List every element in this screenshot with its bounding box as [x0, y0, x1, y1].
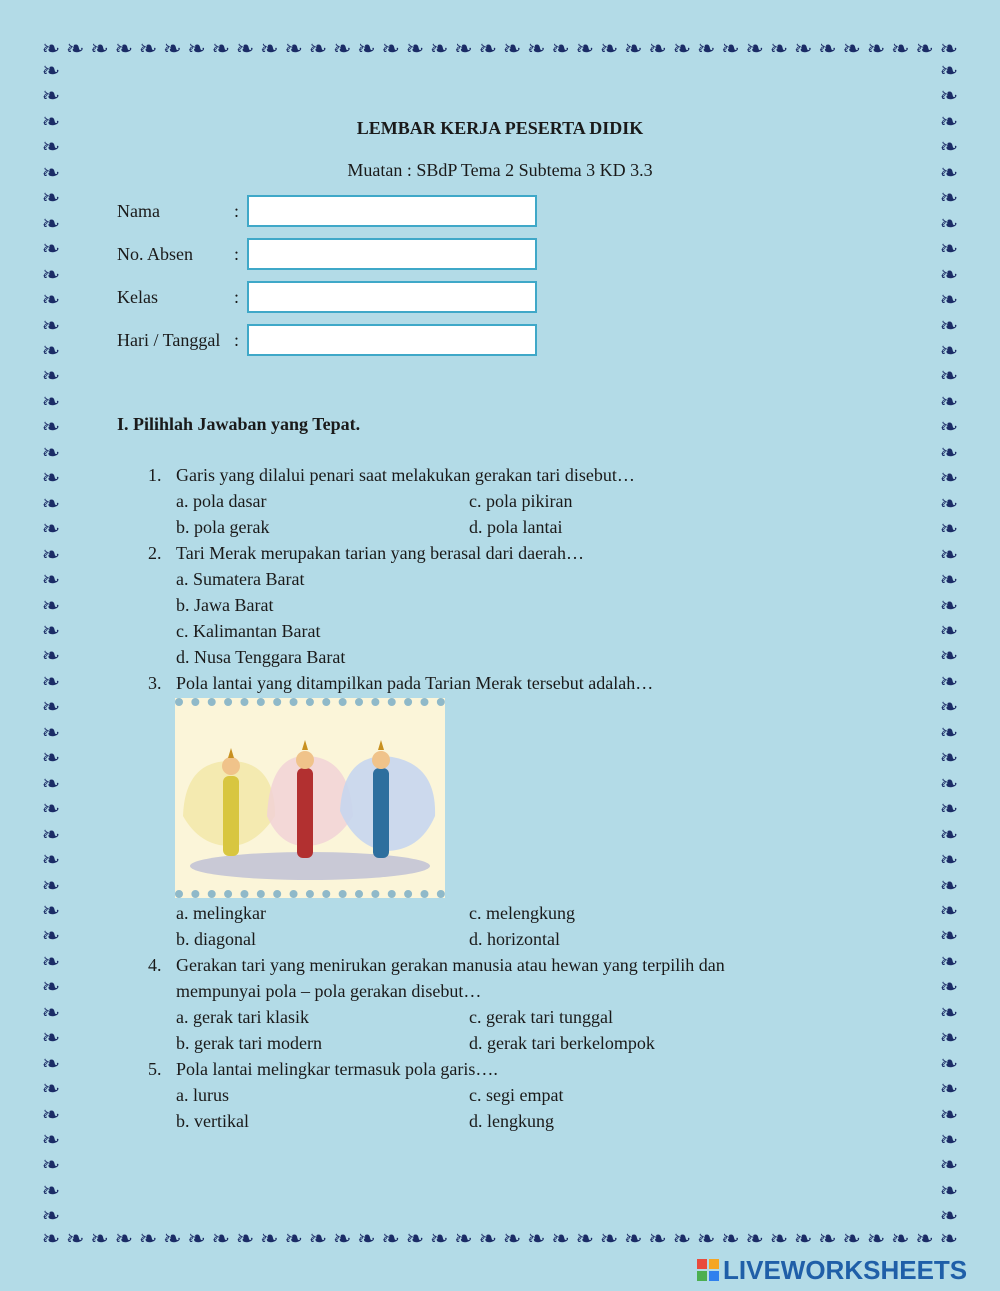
section-heading: I. Pilihlah Jawaban yang Tepat.	[117, 414, 361, 434]
bird-icon: ❧	[90, 1226, 109, 1251]
question-text: Gerakan tari yang menirukan gerakan manusia atau hewan yang terpilih dan	[176, 955, 725, 975]
bird-icon: ❧	[284, 36, 303, 61]
bird-icon: ❧	[939, 363, 959, 389]
liveworksheets-logo[interactable]	[697, 1256, 967, 1284]
bird-icon: ❧	[939, 821, 959, 847]
bird-icon: ❧	[696, 36, 716, 61]
bird-icon: ❧	[41, 592, 61, 618]
bird-icon: ❧	[939, 1025, 959, 1051]
bird-icon: ❧	[939, 388, 959, 414]
bird-icon: ❧	[41, 745, 61, 771]
bird-icon: ❧	[41, 414, 61, 440]
bird-icon: ❧	[41, 999, 61, 1025]
bird-icon: ❧	[939, 1203, 959, 1229]
bird-icon: ❧	[939, 414, 959, 440]
bird-icon: ❧	[939, 1101, 959, 1127]
bird-icon: ❧	[648, 1226, 667, 1251]
absen-colon: :	[234, 244, 240, 264]
bird-icon: ❧	[939, 337, 959, 363]
kelas-colon: :	[234, 287, 240, 307]
question-text: Pola lantai yang ditampilkan pada Tarian Merak tersebut adalah…	[176, 673, 654, 693]
bird-icon: ❧	[41, 1025, 61, 1051]
option[interactable]: c. pola pikiran	[469, 491, 573, 511]
bird-icon: ❧	[502, 36, 522, 61]
bird-icon: ❧	[41, 617, 61, 643]
bird-icon: ❧	[41, 210, 61, 236]
option[interactable]: a. lurus	[176, 1085, 229, 1105]
bird-icon: ❧	[41, 796, 61, 822]
bird-icon: ❧	[939, 1050, 959, 1076]
option[interactable]: c. segi empat	[469, 1085, 564, 1105]
kelas-label: Kelas	[117, 287, 158, 307]
kelas-input[interactable]	[247, 281, 537, 313]
dancers-icon	[175, 706, 445, 890]
bird-icon: ❧	[66, 36, 85, 61]
bird-icon: ❧	[332, 1226, 352, 1251]
bird-icon: ❧	[939, 1177, 959, 1203]
bird-icon: ❧	[41, 1177, 61, 1203]
page-title: LEMBAR KERJA PESERTA DIDIK	[356, 118, 644, 138]
nama-colon: :	[234, 201, 240, 221]
bird-icon: ❧	[575, 1226, 595, 1251]
bird-icon: ❧	[41, 1152, 61, 1178]
bird-icon: ❧	[41, 465, 61, 491]
option[interactable]: b. diagonal	[176, 929, 256, 949]
bird-icon: ❧	[138, 36, 158, 61]
bird-icon: ❧	[454, 36, 473, 61]
option[interactable]: d. lengkung	[469, 1111, 554, 1131]
border-bottom	[40, 1228, 960, 1254]
bird-icon: ❧	[187, 1226, 206, 1251]
bird-icon: ❧	[939, 83, 959, 109]
bird-icon: ❧	[818, 1226, 837, 1251]
bird-icon: ❧	[41, 337, 61, 363]
bird-icon: ❧	[41, 134, 61, 160]
bird-icon: ❧	[41, 108, 61, 134]
bird-icon: ❧	[939, 134, 959, 160]
option[interactable]: a. melingkar	[176, 903, 266, 923]
bird-icon: ❧	[41, 287, 61, 313]
bird-icon: ❧	[66, 1226, 85, 1251]
bird-icon: ❧	[41, 36, 61, 61]
absen-row	[117, 238, 547, 274]
question-number: 2.	[148, 543, 162, 563]
question-number: 3.	[148, 673, 162, 693]
bird-icon: ❧	[235, 1226, 255, 1251]
bird-icon: ❧	[939, 210, 959, 236]
nama-label: Nama	[117, 201, 160, 221]
bird-icon: ❧	[939, 1226, 959, 1251]
bird-icon: ❧	[769, 1226, 789, 1251]
question-text: Tari Merak merupakan tarian yang berasal dari daerah…	[176, 543, 585, 563]
bird-icon: ❧	[891, 1226, 910, 1251]
bird-icon: ❧	[939, 516, 959, 542]
bird-icon: ❧	[163, 1226, 182, 1251]
bird-icon: ❧	[939, 567, 959, 593]
bird-icon: ❧	[866, 1226, 886, 1251]
bird-icon: ❧	[939, 439, 959, 465]
bird-icon: ❧	[866, 36, 886, 61]
bird-icon: ❧	[478, 36, 497, 61]
tanggal-label: Hari / Tanggal	[117, 330, 221, 350]
tanggal-colon: :	[234, 330, 240, 350]
bird-icon: ❧	[939, 770, 959, 796]
bird-icon: ❧	[41, 668, 61, 694]
bird-icon: ❧	[721, 36, 740, 61]
bird-icon: ❧	[769, 36, 789, 61]
bird-icon: ❧	[624, 36, 643, 61]
border-top	[40, 38, 960, 64]
bird-icon: ❧	[41, 236, 61, 262]
bird-icon: ❧	[41, 1076, 61, 1102]
bird-icon: ❧	[41, 694, 61, 720]
kelas-row	[117, 281, 547, 317]
question-number: 1.	[148, 465, 162, 485]
bird-icon: ❧	[41, 83, 61, 109]
page-subtitle: Muatan : SBdP Tema 2 Subtema 3 KD 3.3	[347, 160, 653, 180]
bird-icon: ❧	[939, 236, 959, 262]
bird-icon: ❧	[939, 923, 959, 949]
bird-icon: ❧	[41, 719, 61, 745]
nama-row	[117, 195, 547, 231]
bird-icon: ❧	[624, 1226, 643, 1251]
bird-icon: ❧	[939, 312, 959, 338]
bird-icon: ❧	[41, 261, 61, 287]
bird-icon: ❧	[551, 1226, 570, 1251]
option[interactable]: c. gerak tari tunggal	[469, 1007, 613, 1027]
question-number: 5.	[148, 1059, 162, 1079]
bird-icon: ❧	[405, 1226, 425, 1251]
bird-icon: ❧	[405, 36, 425, 61]
bird-icon: ❧	[41, 567, 61, 593]
bird-icon: ❧	[672, 36, 692, 61]
bird-icon: ❧	[648, 36, 667, 61]
bird-icon: ❧	[41, 897, 61, 923]
bird-icon: ❧	[332, 36, 352, 61]
bird-icon: ❧	[41, 872, 61, 898]
bird-icon: ❧	[575, 36, 595, 61]
bird-icon: ❧	[939, 999, 959, 1025]
bird-icon: ❧	[187, 36, 206, 61]
bird-icon: ❧	[41, 1226, 61, 1251]
bird-icon: ❧	[939, 185, 959, 211]
question-text-continued: mempunyai pola – pola gerakan disebut…	[176, 981, 482, 1001]
question-text: Garis yang dilalui penari saat melakukan gerakan tari disebut…	[176, 465, 635, 485]
bird-icon: ❧	[794, 1226, 813, 1251]
tanggal-row	[117, 324, 547, 360]
bird-icon: ❧	[211, 36, 231, 61]
option[interactable]: a. pola dasar	[176, 491, 267, 511]
bird-icon: ❧	[939, 617, 959, 643]
bird-icon: ❧	[939, 1076, 959, 1102]
question-number: 4.	[148, 955, 162, 975]
bird-icon: ❧	[114, 36, 134, 61]
option[interactable]: d. gerak tari berkelompok	[469, 1033, 655, 1053]
bird-icon: ❧	[41, 58, 61, 83]
option[interactable]: d. horizontal	[469, 929, 560, 949]
absen-input[interactable]	[247, 238, 537, 270]
bird-icon: ❧	[939, 643, 959, 669]
bird-icon: ❧	[430, 36, 449, 61]
option[interactable]: b. pola gerak	[176, 517, 270, 537]
bird-icon: ❧	[41, 516, 61, 542]
bird-icon: ❧	[284, 1226, 303, 1251]
bird-icon: ❧	[939, 872, 959, 898]
bird-icon: ❧	[41, 1127, 61, 1153]
bird-icon: ❧	[745, 36, 764, 61]
bird-icon: ❧	[357, 36, 376, 61]
bird-icon: ❧	[939, 974, 959, 1000]
bird-icon: ❧	[939, 465, 959, 491]
bird-icon: ❧	[915, 36, 934, 61]
logo-blocks-icon	[697, 1259, 719, 1281]
bird-icon: ❧	[794, 36, 813, 61]
bird-icon: ❧	[818, 36, 837, 61]
option[interactable]: d. pola lantai	[469, 517, 563, 537]
option[interactable]: b. Jawa Barat	[176, 595, 274, 615]
option[interactable]: d. Nusa Tenggara Barat	[176, 647, 346, 667]
bird-icon: ❧	[41, 1203, 61, 1229]
bird-icon: ❧	[672, 1226, 692, 1251]
bird-icon: ❧	[41, 821, 61, 847]
bird-icon: ❧	[939, 36, 959, 61]
bird-icon: ❧	[430, 1226, 449, 1251]
border-right	[938, 60, 964, 1228]
bird-icon: ❧	[939, 592, 959, 618]
bird-icon: ❧	[939, 287, 959, 313]
tanggal-input[interactable]	[247, 324, 537, 356]
bird-icon: ❧	[138, 1226, 158, 1251]
bird-icon: ❧	[41, 1101, 61, 1127]
bird-icon: ❧	[41, 847, 61, 873]
bird-icon: ❧	[939, 108, 959, 134]
bird-icon: ❧	[939, 745, 959, 771]
bird-icon: ❧	[381, 1226, 400, 1251]
bird-icon: ❧	[308, 1226, 328, 1251]
bird-icon: ❧	[235, 36, 255, 61]
bird-icon: ❧	[939, 694, 959, 720]
bird-icon: ❧	[41, 185, 61, 211]
bird-icon: ❧	[939, 719, 959, 745]
bird-icon: ❧	[891, 36, 910, 61]
option[interactable]: a. Sumatera Barat	[176, 569, 305, 589]
bird-icon: ❧	[939, 261, 959, 287]
option[interactable]: a. gerak tari klasik	[176, 1007, 309, 1027]
question-text: Pola lantai melingkar termasuk pola garis….	[176, 1059, 498, 1079]
bird-icon: ❧	[939, 58, 959, 83]
border-left	[40, 60, 66, 1228]
bird-icon: ❧	[41, 643, 61, 669]
bird-icon: ❧	[114, 1226, 134, 1251]
bird-icon: ❧	[41, 159, 61, 185]
bird-icon: ❧	[163, 36, 182, 61]
bird-icon: ❧	[41, 974, 61, 1000]
bird-icon: ❧	[527, 36, 546, 61]
option[interactable]: c. Kalimantan Barat	[176, 621, 321, 641]
bird-icon: ❧	[599, 1226, 619, 1251]
bird-icon: ❧	[939, 847, 959, 873]
bird-icon: ❧	[939, 668, 959, 694]
bird-icon: ❧	[260, 36, 279, 61]
bird-icon: ❧	[502, 1226, 522, 1251]
bird-icon: ❧	[308, 36, 328, 61]
bird-icon: ❧	[939, 796, 959, 822]
bird-icon: ❧	[745, 1226, 764, 1251]
bird-icon: ❧	[527, 1226, 546, 1251]
bird-icon: ❧	[599, 36, 619, 61]
option[interactable]: b. vertikal	[176, 1111, 249, 1131]
peacock-dancers-illustration	[175, 698, 445, 898]
bird-icon: ❧	[478, 1226, 497, 1251]
absen-label: No. Absen	[117, 244, 193, 264]
brand-name: LIVEWORKSHEETS	[723, 1254, 968, 1285]
bird-icon: ❧	[41, 541, 61, 567]
bird-icon: ❧	[41, 923, 61, 949]
bird-icon: ❧	[211, 1226, 231, 1251]
bird-icon: ❧	[939, 948, 959, 974]
nama-input[interactable]	[247, 195, 537, 227]
bird-icon: ❧	[939, 897, 959, 923]
bird-icon: ❧	[41, 490, 61, 516]
bird-icon: ❧	[41, 439, 61, 465]
bird-icon: ❧	[381, 36, 400, 61]
bird-icon: ❧	[41, 363, 61, 389]
bird-icon: ❧	[41, 770, 61, 796]
bird-icon: ❧	[842, 1226, 861, 1251]
bird-icon: ❧	[41, 312, 61, 338]
bird-icon: ❧	[41, 388, 61, 414]
bird-icon: ❧	[939, 490, 959, 516]
bird-icon: ❧	[551, 36, 570, 61]
bird-icon: ❧	[721, 1226, 740, 1251]
bird-icon: ❧	[357, 1226, 376, 1251]
bird-icon: ❧	[915, 1226, 934, 1251]
bird-icon: ❧	[939, 1127, 959, 1153]
option[interactable]: c. melengkung	[469, 903, 575, 923]
bird-icon: ❧	[41, 1050, 61, 1076]
bird-icon: ❧	[41, 948, 61, 974]
bird-icon: ❧	[939, 1152, 959, 1178]
bird-icon: ❧	[939, 159, 959, 185]
bird-icon: ❧	[260, 1226, 279, 1251]
bird-icon: ❧	[939, 541, 959, 567]
bird-icon: ❧	[696, 1226, 716, 1251]
bird-icon: ❧	[454, 1226, 473, 1251]
option[interactable]: b. gerak tari modern	[176, 1033, 322, 1053]
bird-icon: ❧	[90, 36, 109, 61]
bird-icon: ❧	[842, 36, 861, 61]
